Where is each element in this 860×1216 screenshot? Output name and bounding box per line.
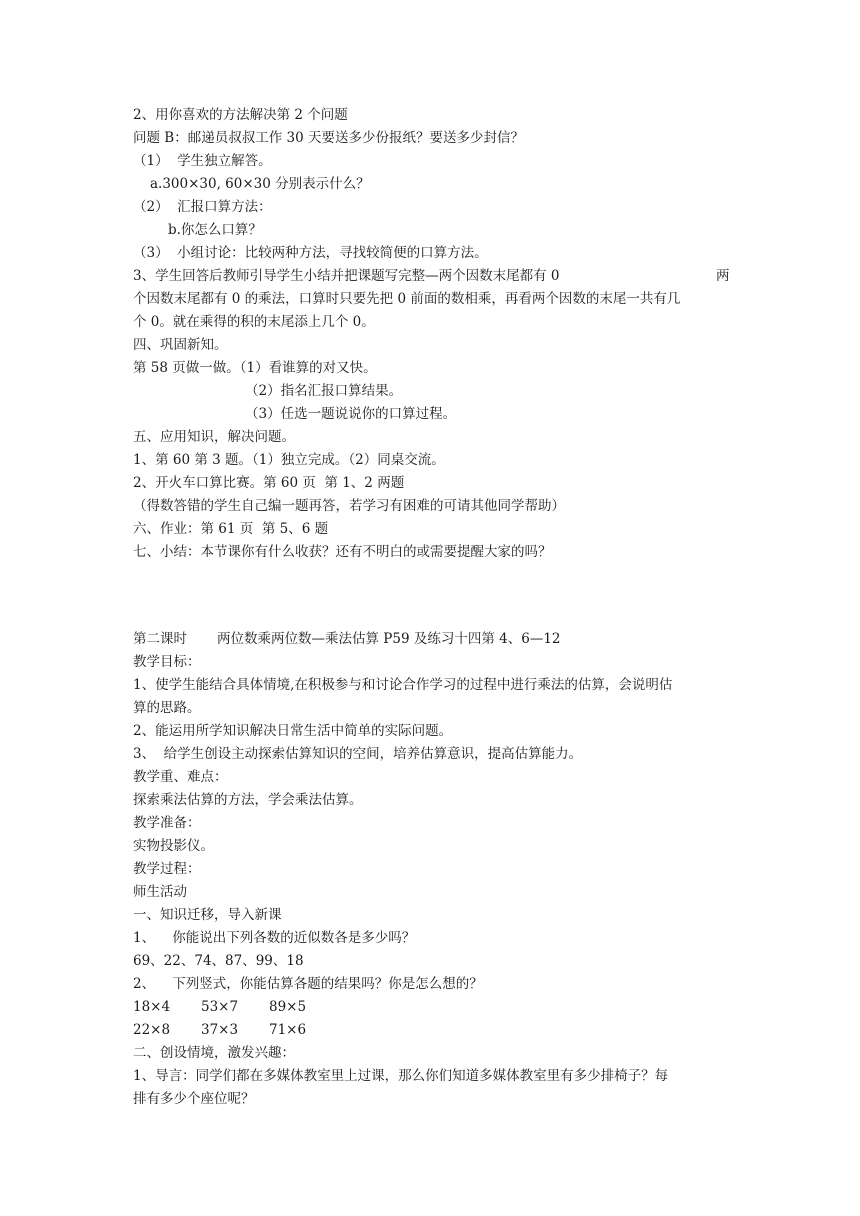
- text-line: （1） 学生独立解答。: [133, 153, 272, 169]
- text-line: 2、能运用所学知识解决日常生活中简单的实际问题。: [133, 723, 453, 739]
- section-heading: 二、创设情境，激发兴趣：: [133, 1045, 295, 1061]
- lesson-title: 第二课时 两位数乘两位数—乘法估算 P59 及练习十四第 4、6—12: [133, 631, 561, 647]
- text-line: 探索乘法估算的方法，学会乘法估算。: [133, 792, 363, 808]
- section-heading: 五、应用知识，解决问题。: [133, 429, 295, 445]
- section-heading: 六、作业：第 61 页 第 5、6 题: [133, 521, 329, 537]
- text-line: （2）指名汇报口算结果。: [245, 383, 403, 399]
- calc-item: 53×7: [201, 999, 239, 1015]
- text-line: 3、学生回答后教师引导学生小结并把课题写完整—两个因数末尾都有 0: [133, 268, 560, 284]
- calc-item: 18×4: [133, 999, 171, 1015]
- text-line: 实物投影仪。: [133, 838, 214, 854]
- text-line: 3、 给学生创设主动探索估算知识的空间，培养估算意识，提高估算能力。: [133, 746, 583, 762]
- text-line: 个 0。就在乘得的积的末尾添上几个 0。: [133, 314, 375, 330]
- text-line: 69、22、74、87、99、18: [133, 953, 304, 969]
- text-line: 2、 下列竖式，你能估算各题的结果吗？你是怎么想的？: [133, 976, 483, 992]
- section-heading: 教学目标：: [133, 654, 201, 670]
- calc-item: 89×5: [269, 999, 307, 1015]
- text-line: 2、用你喜欢的方法解决第 2 个问题: [133, 107, 348, 123]
- section-heading: 教学准备：: [133, 815, 201, 831]
- text-line: 1、使学生能结合具体情境,在积极参与和讨论合作学习的过程中进行乘法的估算，会说明估: [133, 677, 673, 693]
- calc-item: 71×6: [269, 1022, 307, 1038]
- text-line: a.300×30, 60×30 分别表示什么？: [150, 176, 370, 192]
- text-line: 1、 你能说出下列各数的近似数各是多少吗？: [133, 930, 416, 946]
- section-heading: 七、小结：本节课你有什么收获？还有不明白的或需要提醒大家的吗？: [133, 544, 552, 560]
- text-line: （3）任选一题说说你的口算过程。: [245, 406, 457, 422]
- calc-item: 22×8: [133, 1022, 171, 1038]
- text-line: （3） 小组讨论：比较两种方法，寻找较简便的口算方法。: [133, 245, 488, 261]
- calc-row: [133, 996, 743, 1018]
- text-line: 个因数末尾都有 0 的乘法，口算时只要先把 0 前面的数相乘，再看两个因数的末尾一共有几: [133, 291, 681, 307]
- section-heading: 四、巩固新知。: [133, 337, 228, 353]
- text-line: b.你怎么口算？: [168, 222, 262, 238]
- section-heading: 一、知识迁移，导入新课: [133, 907, 282, 923]
- text-line: 算的思路。: [133, 700, 201, 716]
- section-heading: 教学过程：: [133, 861, 201, 877]
- calc-row: [133, 1019, 743, 1041]
- text-line: （2） 汇报口算方法：: [133, 199, 272, 215]
- text-line: 两: [716, 268, 730, 284]
- text-line: 排有多少个座位呢？: [133, 1091, 255, 1107]
- text-line: 问题 B：邮递员叔叔工作 30 天要送多少份报纸？要送多少封信？: [133, 130, 524, 146]
- section-heading: 教学重、难点：: [133, 769, 228, 785]
- text-line: 1、导言：同学们都在多媒体教室里上过课，那么你们知道多媒体教室里有多少排椅子？每: [133, 1068, 669, 1084]
- text-line: 第 58 页做一做。（1）看谁算的对又快。: [133, 360, 377, 376]
- text-line: （得数答错的学生自己编一题再答，若学习有困难的可请其他同学帮助）: [133, 498, 565, 514]
- calc-item: 37×3: [201, 1022, 239, 1038]
- text-line: 2、开火车口算比赛。第 60 页 第 1、2 两题: [133, 475, 405, 491]
- text-line: 师生活动: [133, 884, 187, 900]
- text-line: 1、第 60 第 3 题。（1）独立完成。（2）同桌交流。: [133, 452, 445, 468]
